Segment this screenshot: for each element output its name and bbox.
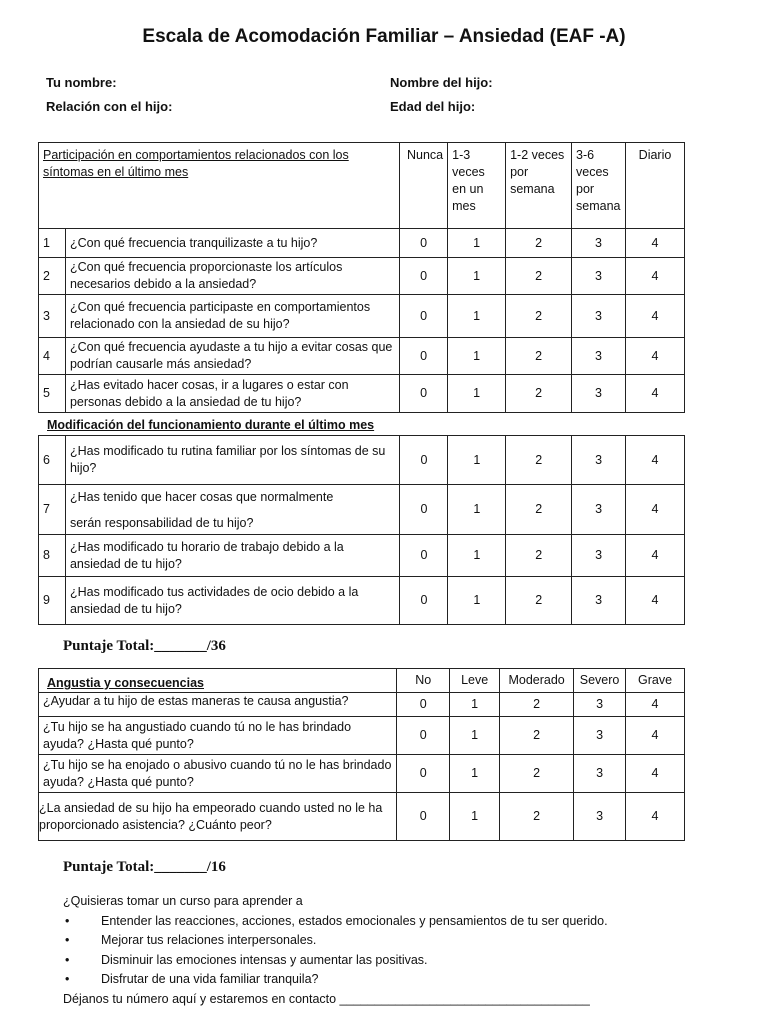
- item-question: ¿La ansiedad de su hijo ha empeorado cuando usted no le ha proporcionado asistencia? ¿Cuánto peor?: [39, 793, 397, 841]
- score-option[interactable]: 2: [506, 295, 572, 338]
- score-option[interactable]: 4: [626, 338, 685, 375]
- score-option[interactable]: 0: [400, 436, 448, 485]
- item-question: ¿Tu hijo se ha angustiado cuando tú no le has brindado ayuda? ¿Hasta qué punto?: [39, 717, 397, 755]
- total-score-36: Puntaje Total:_______/36: [63, 638, 226, 654]
- scale-header: 1-3 veces en un mes: [448, 143, 506, 229]
- score-option[interactable]: 0: [400, 229, 448, 258]
- table-row: [39, 755, 685, 793]
- score-option[interactable]: 4: [626, 436, 685, 485]
- item-question: ¿Ayudar a tu hijo de estas maneras te causa angustia?: [39, 693, 397, 717]
- score-option[interactable]: 1: [448, 577, 506, 625]
- table-row: [39, 485, 685, 535]
- item-question: ¿Has modificado tus actividades de ocio debido a la ansiedad de tu hijo?: [65, 577, 400, 625]
- score-option[interactable]: 4: [626, 485, 685, 535]
- item-question: ¿Has modificado tu horario de trabajo debido a la ansiedad de tu hijo?: [65, 535, 400, 577]
- score-option[interactable]: 2: [506, 485, 572, 535]
- score-option[interactable]: 2: [500, 755, 574, 793]
- your-name-label: Tu nombre:: [46, 75, 117, 90]
- table-row: [39, 338, 685, 375]
- item-question: ¿Con qué frecuencia tranquilizaste a tu hijo?: [65, 229, 399, 258]
- item-question: ¿Con qué frecuencia proporcionaste los artículos necesarios debido a la ansiedad?: [65, 258, 399, 295]
- item-question-line: ¿Has tenido que hacer cosas que normalmente: [69, 490, 334, 504]
- score-option[interactable]: 4: [626, 375, 685, 413]
- score-option[interactable]: 3: [572, 485, 626, 535]
- score-option[interactable]: 0: [397, 755, 450, 793]
- table-row: [39, 295, 685, 338]
- score-option[interactable]: 0: [400, 485, 448, 535]
- item-number: 6: [39, 436, 66, 485]
- table-row: [39, 229, 685, 258]
- course-benefits-list: [63, 912, 608, 990]
- score-option[interactable]: 4: [626, 693, 685, 717]
- item-number: 1: [39, 229, 66, 258]
- score-option[interactable]: 1: [448, 535, 506, 577]
- item-question: [65, 485, 400, 535]
- score-option[interactable]: 1: [448, 258, 506, 295]
- score-option[interactable]: 0: [400, 295, 448, 338]
- list-item: • Disminuir las emociones intensas y aumentar las positivas.: [63, 951, 608, 971]
- score-option[interactable]: 3: [574, 755, 626, 793]
- score-option[interactable]: 1: [450, 693, 500, 717]
- scale-header: Nunca: [400, 143, 448, 229]
- item-question-line: serán responsabilidad de tu hijo?: [69, 516, 254, 530]
- score-option[interactable]: 3: [572, 535, 626, 577]
- relation-label: Relación con el hijo:: [46, 99, 173, 114]
- score-option[interactable]: 2: [506, 535, 572, 577]
- score-option[interactable]: 3: [572, 295, 626, 338]
- list-item: • Entender las reacciones, acciones, estados emocionales y pensamientos de tu ser querido.: [63, 912, 608, 932]
- score-option[interactable]: 2: [500, 793, 574, 841]
- scale-header: Severo: [574, 669, 626, 693]
- scale-header: No: [397, 669, 450, 693]
- score-option[interactable]: 3: [574, 793, 626, 841]
- score-option[interactable]: 3: [572, 375, 626, 413]
- accommodation-table-2: [38, 435, 685, 625]
- scale-header: 1-2 veces por semana: [506, 143, 572, 229]
- course-intro: ¿Quisieras tomar un curso para aprender a: [63, 894, 303, 908]
- table-row: [39, 535, 685, 577]
- scale-header: Moderado: [500, 669, 574, 693]
- score-option[interactable]: 1: [448, 295, 506, 338]
- section1-heading: Participación en comportamientos relacionados con los síntomas en el último mes: [39, 143, 400, 229]
- score-option[interactable]: 4: [626, 535, 685, 577]
- table-row: [39, 436, 685, 485]
- score-option[interactable]: 0: [397, 693, 450, 717]
- score-option[interactable]: 0: [400, 577, 448, 625]
- score-option[interactable]: 4: [626, 717, 685, 755]
- item-question: ¿Con qué frecuencia participaste en comportamientos relacionado con la ansiedad de su hijo?: [65, 295, 399, 338]
- item-number: 5: [39, 375, 66, 413]
- scale-header: 3-6 veces por semana: [572, 143, 626, 229]
- score-option[interactable]: 2: [506, 577, 572, 625]
- item-question: ¿Con qué frecuencia ayudaste a tu hijo a evitar cosas que podrían causarle más ansiedad?: [65, 338, 399, 375]
- item-number: 9: [39, 577, 66, 625]
- score-option[interactable]: 2: [506, 258, 572, 295]
- score-option[interactable]: 1: [450, 717, 500, 755]
- score-option[interactable]: 4: [626, 755, 685, 793]
- item-number: 3: [39, 295, 66, 338]
- score-option[interactable]: 2: [500, 717, 574, 755]
- score-option[interactable]: 1: [450, 793, 500, 841]
- child-age-label: Edad del hijo:: [390, 99, 476, 114]
- score-option[interactable]: 1: [448, 229, 506, 258]
- score-option[interactable]: 4: [626, 229, 685, 258]
- score-option[interactable]: 1: [448, 436, 506, 485]
- score-option[interactable]: 2: [506, 229, 572, 258]
- section2-heading: Modificación del funcionamiento durante el último mes: [47, 418, 375, 432]
- child-name-label: Nombre del hijo:: [390, 75, 493, 90]
- total-score-16: Puntaje Total:_______/16: [63, 859, 226, 875]
- score-option[interactable]: 2: [506, 436, 572, 485]
- table-row: [39, 258, 685, 295]
- score-option[interactable]: 1: [448, 485, 506, 535]
- scale-header: Diario: [626, 143, 685, 229]
- list-item: • Disfrutar de una vida familiar tranquila?: [63, 970, 608, 990]
- course-invitation: [63, 892, 608, 1009]
- score-option[interactable]: 0: [400, 375, 448, 413]
- item-number: 2: [39, 258, 66, 295]
- item-question: ¿Tu hijo se ha enojado o abusivo cuando tú no le has brindado ayuda? ¿Hasta qué punto?: [39, 755, 397, 793]
- score-option[interactable]: 1: [448, 375, 506, 413]
- score-option[interactable]: 3: [572, 436, 626, 485]
- score-option[interactable]: 3: [572, 258, 626, 295]
- item-number: 4: [39, 338, 66, 375]
- list-item: • Mejorar tus relaciones interpersonales.: [63, 931, 608, 951]
- item-number: 8: [39, 535, 66, 577]
- scale-header: Leve: [450, 669, 500, 693]
- score-option[interactable]: 3: [572, 577, 626, 625]
- score-option[interactable]: 3: [572, 338, 626, 375]
- score-option[interactable]: 4: [626, 258, 685, 295]
- score-option[interactable]: 2: [506, 375, 572, 413]
- table-row: [39, 375, 685, 413]
- score-option[interactable]: 0: [400, 338, 448, 375]
- score-option[interactable]: 4: [626, 577, 685, 625]
- score-option[interactable]: 2: [500, 693, 574, 717]
- score-option[interactable]: 2: [506, 338, 572, 375]
- score-option[interactable]: 0: [400, 535, 448, 577]
- table-row: [39, 717, 685, 755]
- table-row: [39, 577, 685, 625]
- score-option[interactable]: 3: [574, 693, 626, 717]
- item-number: 7: [39, 485, 66, 535]
- distress-table: [38, 668, 685, 841]
- score-option[interactable]: 0: [397, 717, 450, 755]
- table-row: [39, 793, 685, 841]
- score-option[interactable]: 1: [448, 338, 506, 375]
- score-option[interactable]: 3: [574, 717, 626, 755]
- section3-heading: Angustia y consecuencias: [39, 669, 397, 693]
- score-option[interactable]: 3: [572, 229, 626, 258]
- score-option[interactable]: 4: [626, 793, 685, 841]
- accommodation-table-1: [38, 142, 685, 413]
- score-option[interactable]: 4: [626, 295, 685, 338]
- score-option[interactable]: 0: [397, 793, 450, 841]
- item-question: ¿Has modificado tu rutina familiar por los síntomas de su hijo?: [65, 436, 400, 485]
- scale-header: Grave: [626, 669, 685, 693]
- item-question: ¿Has evitado hacer cosas, ir a lugares o estar con personas debido a la ansiedad de tu hijo?: [65, 375, 399, 413]
- table-row: [39, 693, 685, 717]
- score-option[interactable]: 0: [400, 258, 448, 295]
- contact-line[interactable]: Déjanos tu número aquí y estaremos en contacto ____________________________________: [63, 991, 590, 1006]
- page-title: Escala de Acomodación Familiar – Ansiedad (EAF -A): [142, 26, 626, 47]
- score-option[interactable]: 1: [450, 755, 500, 793]
